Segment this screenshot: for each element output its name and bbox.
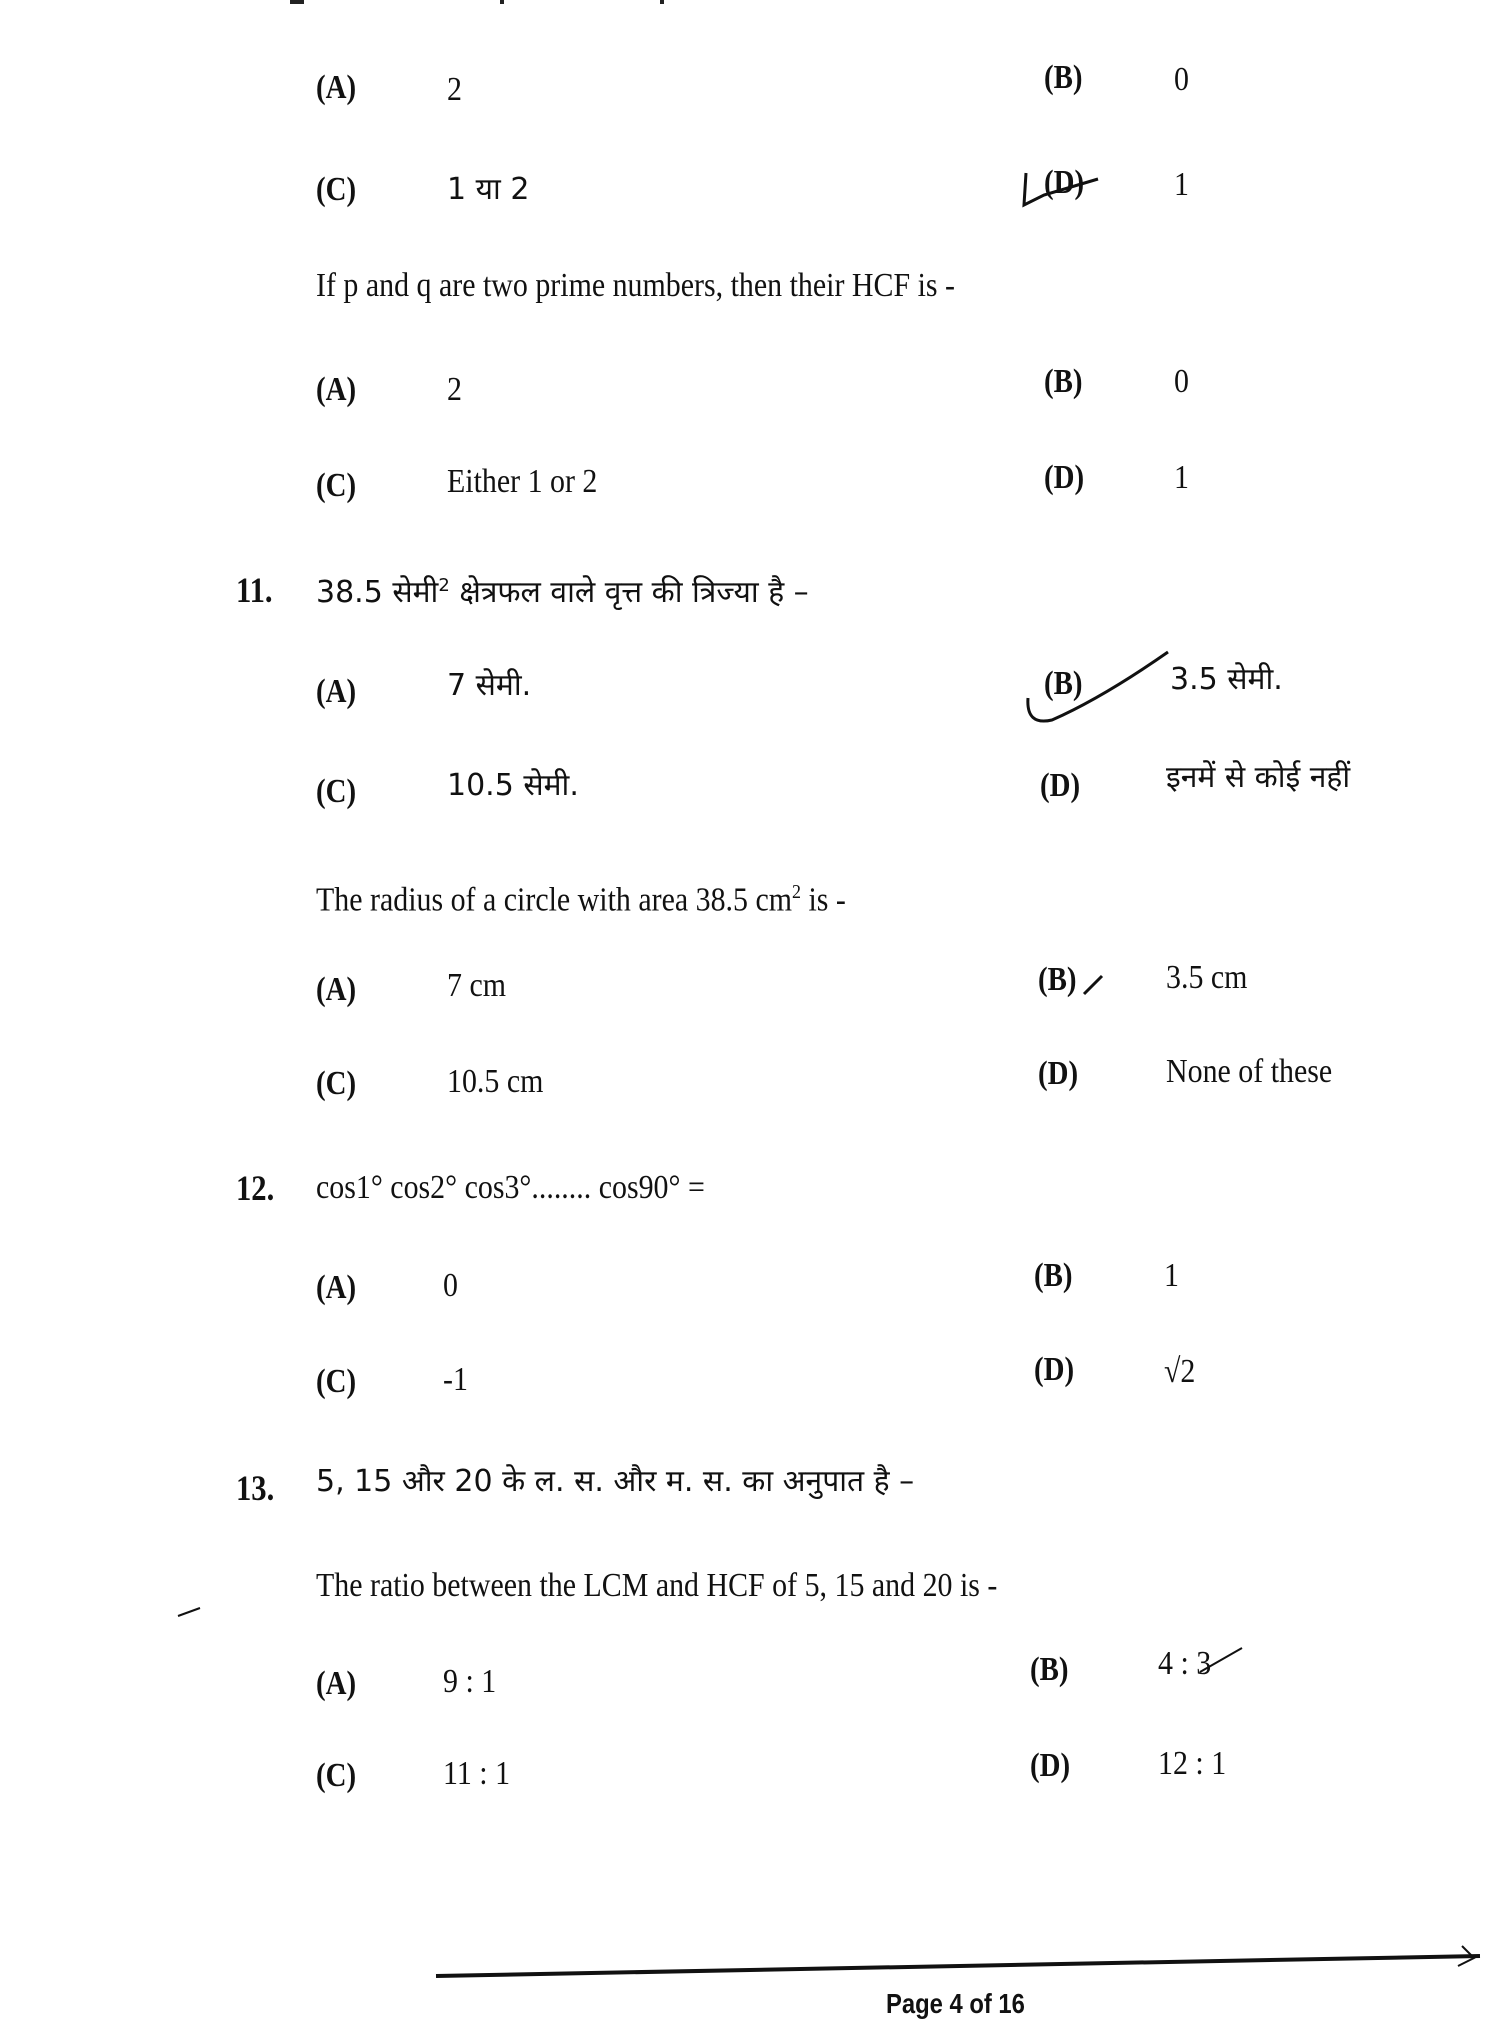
option-value-b: 0 (1174, 363, 1189, 400)
option-label-d: (D) (1044, 459, 1085, 496)
option-value-b: 3.5 सेमी. (1170, 662, 1283, 697)
option-label-b: (B) (1038, 961, 1077, 998)
option-value-b: 3.5 cm (1166, 959, 1248, 996)
option-label-c: (C) (316, 467, 357, 504)
option-label-d: (D) (1040, 767, 1081, 804)
question-text: 38.5 सेमी$^2$ क्षेत्रफल वाले वृत्त की त्रिज्या है – (316, 575, 809, 610)
question-text-english: The ratio between the LCM and HCF of 5, 15 and 20 is - (316, 1567, 998, 1604)
option-label-c: (C) (316, 1757, 357, 1794)
page-number: Page 4 of 16 (886, 1988, 1025, 2019)
option-label-a: (A) (316, 1665, 357, 1702)
option-value-c: 10.5 सेमी. (447, 768, 579, 803)
option-label-a: (A) (316, 69, 357, 106)
footer-rule (434, 1940, 1484, 1984)
option-label-c: (C) (316, 773, 357, 810)
option-label-a: (A) (316, 371, 357, 408)
option-label-b: (B) (1030, 1651, 1069, 1688)
option-value-d: 1 (1174, 166, 1189, 203)
option-label-b: (B) (1044, 363, 1083, 400)
tick-mark-icon (1080, 970, 1110, 1000)
question-number: 13. (236, 1468, 275, 1508)
option-label-d: (D) (1034, 1351, 1075, 1388)
option-value-c: -1 (443, 1361, 468, 1398)
option-value-b: 1 (1164, 1257, 1179, 1294)
pen-stroke-mark (176, 1600, 206, 1620)
option-value-d: 1 (1174, 459, 1189, 496)
option-label-a: (A) (316, 971, 357, 1008)
question-number: 11. (236, 570, 273, 610)
option-label-d: (D) (1030, 1747, 1071, 1784)
option-value-b: 4 : 3 (1158, 1645, 1212, 1682)
option-label-d: (D) (1038, 1055, 1079, 1092)
option-value-d: 12 : 1 (1158, 1745, 1227, 1782)
option-label-c: (C) (316, 171, 357, 208)
cropped-text-fragment (290, 0, 690, 4)
option-label-a: (A) (316, 673, 357, 710)
option-value-a: 7 सेमी. (447, 668, 532, 703)
option-value-d: इनमें से कोई नहीं (1166, 760, 1351, 795)
option-label-b: (B) (1034, 1257, 1073, 1294)
question-text-hindi: 5, 15 और 20 के ल. स. और म. स. का अनुपात है – (316, 1464, 915, 1499)
option-value-c: 1 या 2 (447, 172, 530, 207)
option-value-b: 0 (1174, 61, 1189, 98)
option-value-a: 0 (443, 1267, 458, 1304)
question-text: The radius of a circle with area 38.5 $cm^2$ is - (316, 881, 846, 919)
option-label-d: (D) (1044, 164, 1085, 201)
question-text: If p and q are two prime numbers, then their HCF is - (316, 267, 955, 304)
option-value-c: 10.5 cm (447, 1063, 544, 1100)
option-label-a: (A) (316, 1269, 357, 1306)
question-text: cos1° cos2° cos3°........ cos90° = (316, 1169, 705, 1206)
option-value-d: None of these (1166, 1053, 1333, 1090)
question-number: 12. (236, 1168, 275, 1208)
option-label-b: (B) (1044, 59, 1083, 96)
option-value-d: √2 (1164, 1353, 1196, 1390)
option-value-c: 11 : 1 (443, 1755, 511, 1792)
option-value-c: Either 1 or 2 (447, 463, 598, 500)
option-label-c: (C) (316, 1363, 357, 1400)
option-label-b: (B) (1044, 665, 1083, 702)
option-value-a: 9 : 1 (443, 1663, 497, 1700)
option-value-a: 2 (447, 371, 462, 408)
option-label-c: (C) (316, 1065, 357, 1102)
option-value-a: 2 (447, 71, 462, 108)
option-value-a: 7 cm (447, 967, 507, 1004)
